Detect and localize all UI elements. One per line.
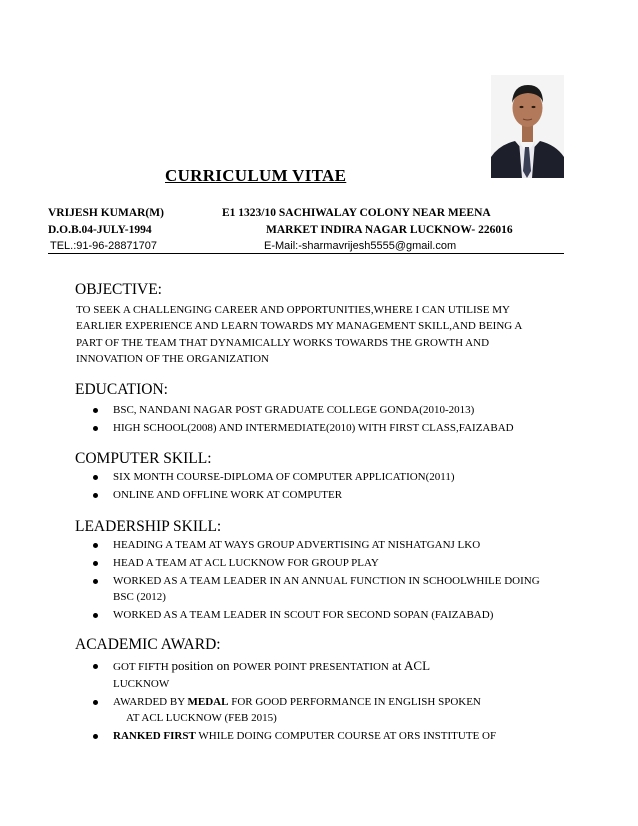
list-item-continuation: LUCKNOW bbox=[113, 678, 170, 690]
list-item: WORKED AS A TEAM LEADER IN AN ANNUAL FUNCTION IN SCHOOLWHILE DOING bbox=[76, 573, 576, 589]
profile-photo-illustration bbox=[491, 75, 564, 178]
academic-award-list bbox=[76, 657, 576, 744]
bullet-icon bbox=[93, 426, 98, 431]
list-item: AWARDED BY MEDAL FOR GOOD PERFORMANCE IN ENGLISH SPOKEN bbox=[76, 694, 576, 710]
bullet-icon bbox=[93, 613, 98, 618]
bullet-icon bbox=[93, 700, 98, 705]
objective-heading: OBJECTIVE: bbox=[75, 281, 162, 298]
list-item: HEAD A TEAM AT ACL LUCKNOW FOR GROUP PLAY bbox=[76, 555, 576, 571]
profile-photo bbox=[491, 75, 564, 178]
education-heading: EDUCATION: bbox=[75, 381, 168, 398]
objective-line: TO SEEK A CHALLENGING CAREER AND OPPORTUNITIES,WHERE I CAN UTILISE MY bbox=[76, 304, 510, 316]
address-line-1: E1 1323/10 SACHIWALAY COLONY NEAR MEENA bbox=[222, 207, 491, 219]
bullet-icon bbox=[93, 561, 98, 566]
list-item: BSC, NANDANI NAGAR POST GRADUATE COLLEGE GONDA(2010-2013) bbox=[76, 402, 576, 418]
objective-line: INNOVATION OF THE ORGANIZATION bbox=[76, 352, 269, 365]
list-item-continuation: AT ACL LUCKNOW (FEB 2015) bbox=[126, 712, 277, 724]
list-item-continuation: BSC (2012) bbox=[113, 591, 166, 603]
candidate-name: VRIJESH KUMAR(M) bbox=[48, 207, 164, 219]
page-title: CURRICULUM VITAE bbox=[165, 166, 347, 185]
objective-line: PART OF THE TEAM THAT DYNAMICALLY WORKS TOWARDS THE GROWTH AND bbox=[76, 336, 490, 349]
leadership-heading: LEADERSHIP SKILL: bbox=[75, 518, 222, 535]
list-item: ONLINE AND OFFLINE WORK AT COMPUTER bbox=[76, 487, 576, 503]
academic-award-heading: ACADEMIC AWARD: bbox=[75, 636, 221, 653]
header-divider bbox=[48, 253, 564, 254]
telephone: TEL.:91-96-28871707 bbox=[50, 240, 158, 252]
computer-skill-heading: COMPUTER SKILL: bbox=[75, 450, 212, 467]
education-list bbox=[76, 402, 576, 436]
list-item: HEADING A TEAM AT WAYS GROUP ADVERTISING AT NISHATGANJ LKO bbox=[76, 537, 576, 553]
bullet-icon bbox=[93, 543, 98, 548]
email-address: E-Mail:-sharmavrijesh5555@gmail.com bbox=[264, 240, 457, 252]
list-item: GOT FIFTH position on POWER POINT PRESENTATION at ACL bbox=[76, 657, 576, 676]
list-item: HIGH SCHOOL(2008) AND INTERMEDIATE(2010) WITH FIRST CLASS,FAIZABAD bbox=[76, 420, 576, 436]
list-item: SIX MONTH COURSE-DIPLOMA OF COMPUTER APPLICATION(2011) bbox=[76, 469, 576, 485]
bullet-icon bbox=[93, 579, 98, 584]
computer-skill-list bbox=[76, 469, 576, 503]
bullet-icon bbox=[93, 408, 98, 413]
leadership-list bbox=[76, 537, 576, 623]
bullet-icon bbox=[93, 734, 98, 739]
list-item: RANKED FIRST WHILE DOING COMPUTER COURSE AT ORS INSTITUTE OF bbox=[76, 728, 576, 744]
bullet-icon bbox=[93, 475, 98, 480]
bullet-icon bbox=[93, 493, 98, 498]
objective-text bbox=[76, 302, 576, 367]
bullet-icon bbox=[93, 664, 98, 669]
date-of-birth: D.O.B.04-JULY-1994 bbox=[48, 224, 152, 236]
objective-line: EARLIER EXPERIENCE AND LEARN TOWARDS MY MANAGEMENT SKILL,AND BEING A bbox=[76, 320, 523, 333]
list-item: WORKED AS A TEAM LEADER IN SCOUT FOR SECOND SOPAN (FAIZABAD) bbox=[76, 607, 576, 623]
address-line-2: MARKET INDIRA NAGAR LUCKNOW- 226016 bbox=[266, 224, 513, 236]
